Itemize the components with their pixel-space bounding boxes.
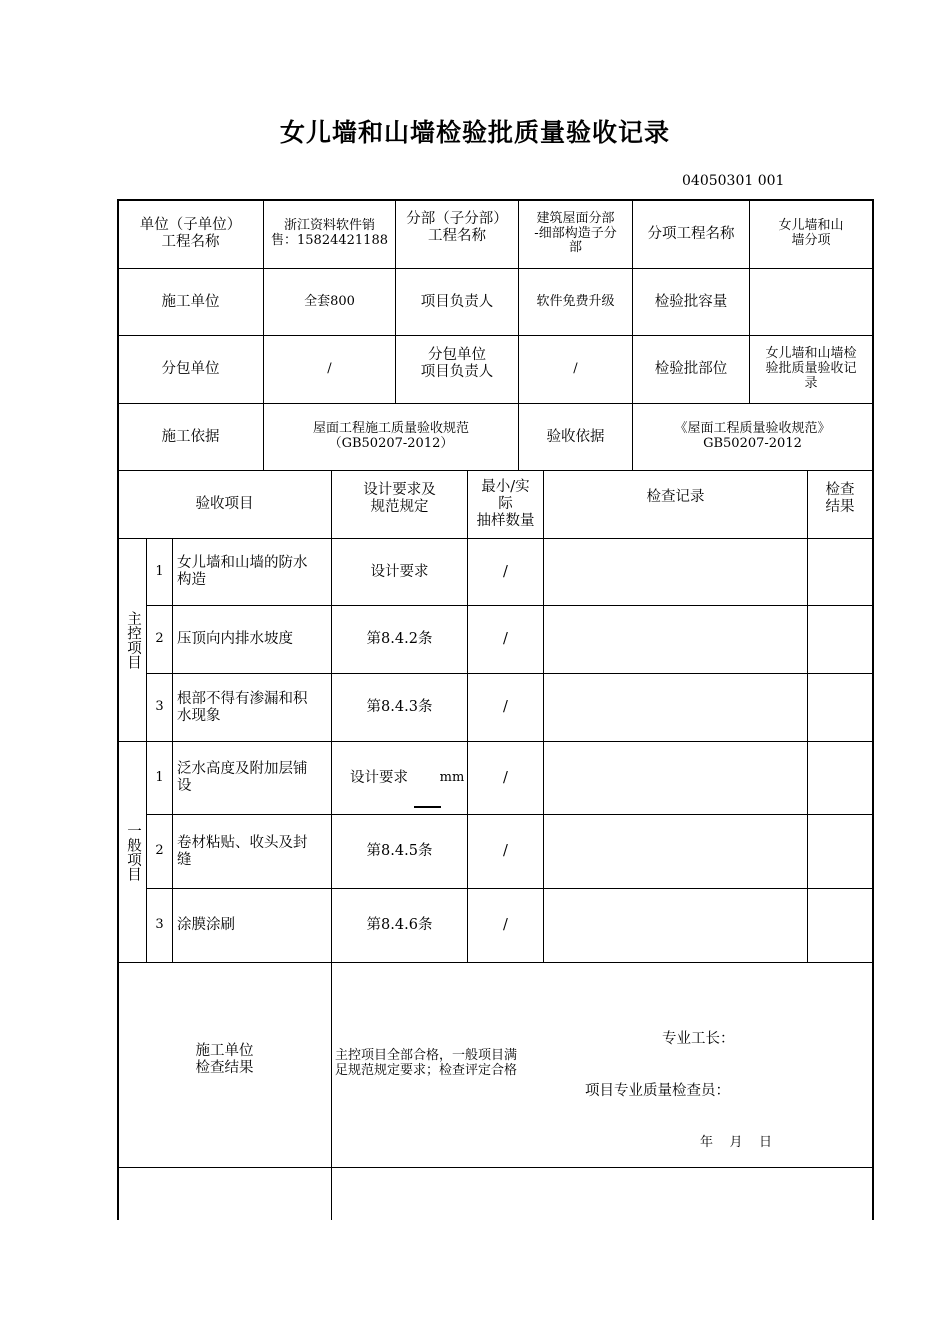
row-number: 3 <box>155 699 164 715</box>
sub-label: 分包单位 <box>161 361 220 378</box>
sub-pm-label: 分包单位 项目负责人 <box>420 346 494 380</box>
conclusion-label: 施工单位 检查结果 <box>195 1043 254 1076</box>
subitem-value: 女儿墙和山 墙分项 <box>778 218 844 248</box>
conclusion-text: 主控项目全部合格，一般项目满 足规范规定要求；检查评定合格 <box>335 1048 518 1078</box>
item-unit: mm <box>439 769 465 785</box>
item-name: 卷材粘贴、收头及封 缝 <box>177 834 308 868</box>
item-spec: 设计要求 <box>370 563 429 580</box>
accept-label: 验收依据 <box>546 428 605 445</box>
inspector-label: 项目专业质量检查员： <box>585 1082 730 1099</box>
main-group-label: 主控项目 <box>124 611 141 669</box>
col-design: 设计要求及 规范规定 <box>363 481 436 515</box>
unit-label: 单位（子单位） 工程名称 <box>139 217 242 250</box>
item-spec: 第8.4.6条 <box>366 917 433 934</box>
contractor-label: 施工单位 <box>161 293 220 310</box>
basis-value: 屋面工程施工质量验收规范 （GB50207-2012） <box>312 421 469 451</box>
division-label: 分部（子分部） 工程名称 <box>406 210 508 244</box>
item-name: 压顶向内排水坡度 <box>177 631 293 648</box>
item-sample: / <box>503 699 508 716</box>
item-sample: / <box>503 917 508 934</box>
row-number: 3 <box>155 917 164 933</box>
sub-pm-value: / <box>573 361 578 377</box>
general-group-label: 一般项目 <box>124 823 141 881</box>
col-record: 检查记录 <box>646 488 705 505</box>
pm-value: 软件免费升级 <box>536 293 615 309</box>
item-spec: 设计要求 <box>350 769 408 786</box>
item-sample: / <box>503 843 508 860</box>
item-spec: 第8.4.5条 <box>366 843 433 860</box>
item-sample: / <box>503 631 508 648</box>
division-value: 建筑屋面分部 -细部构造子分 部 <box>534 210 617 256</box>
pm-label: 项目负责人 <box>420 293 494 310</box>
sub-value: / <box>327 361 332 377</box>
page-title: 女儿墙和山墙检验批质量验收记录 <box>279 118 670 147</box>
item-name: 泛水高度及附加层铺 设 <box>177 761 308 794</box>
item-name: 女儿墙和山墙的防水 构造 <box>177 555 308 588</box>
col-sample: 最小/实 际 抽样数量 <box>476 479 535 529</box>
row-number: 1 <box>155 563 164 579</box>
accept-value: 《屋面工程质量验收规范》 GB50207-2012 <box>674 421 831 451</box>
capacity-value <box>750 269 872 335</box>
col-result: 检查 结果 <box>825 481 855 515</box>
subitem-label: 分项工程名称 <box>647 225 735 242</box>
item-sample: / <box>503 563 508 580</box>
unit-value: 浙江资料软件销 售：15824421188 <box>271 218 388 248</box>
item-spec: 第8.4.3条 <box>366 699 433 716</box>
doc-code: 04050301 001 <box>682 173 785 189</box>
contractor-value: 全套800 <box>304 293 355 309</box>
row-number: 1 <box>155 769 164 785</box>
date-label: 年 月 日 <box>700 1134 773 1150</box>
basis-label: 施工依据 <box>161 428 220 445</box>
foreman-label: 专业工长： <box>662 1030 735 1047</box>
col-item: 验收项目 <box>195 496 254 513</box>
item-name: 涂膜涂刷 <box>177 917 235 934</box>
item-sample: / <box>503 769 508 786</box>
capacity-label: 检验批容量 <box>654 293 728 310</box>
part-label: 检验批部位 <box>654 361 728 378</box>
row-number: 2 <box>155 631 164 647</box>
item-spec: 第8.4.2条 <box>366 631 433 648</box>
item-name: 根部不得有渗漏和积 水现象 <box>177 690 308 724</box>
value-blank-line <box>414 806 441 808</box>
part-value: 女儿墙和山墙检 验批质量验收记 录 <box>765 346 857 391</box>
row-number: 2 <box>155 843 164 859</box>
